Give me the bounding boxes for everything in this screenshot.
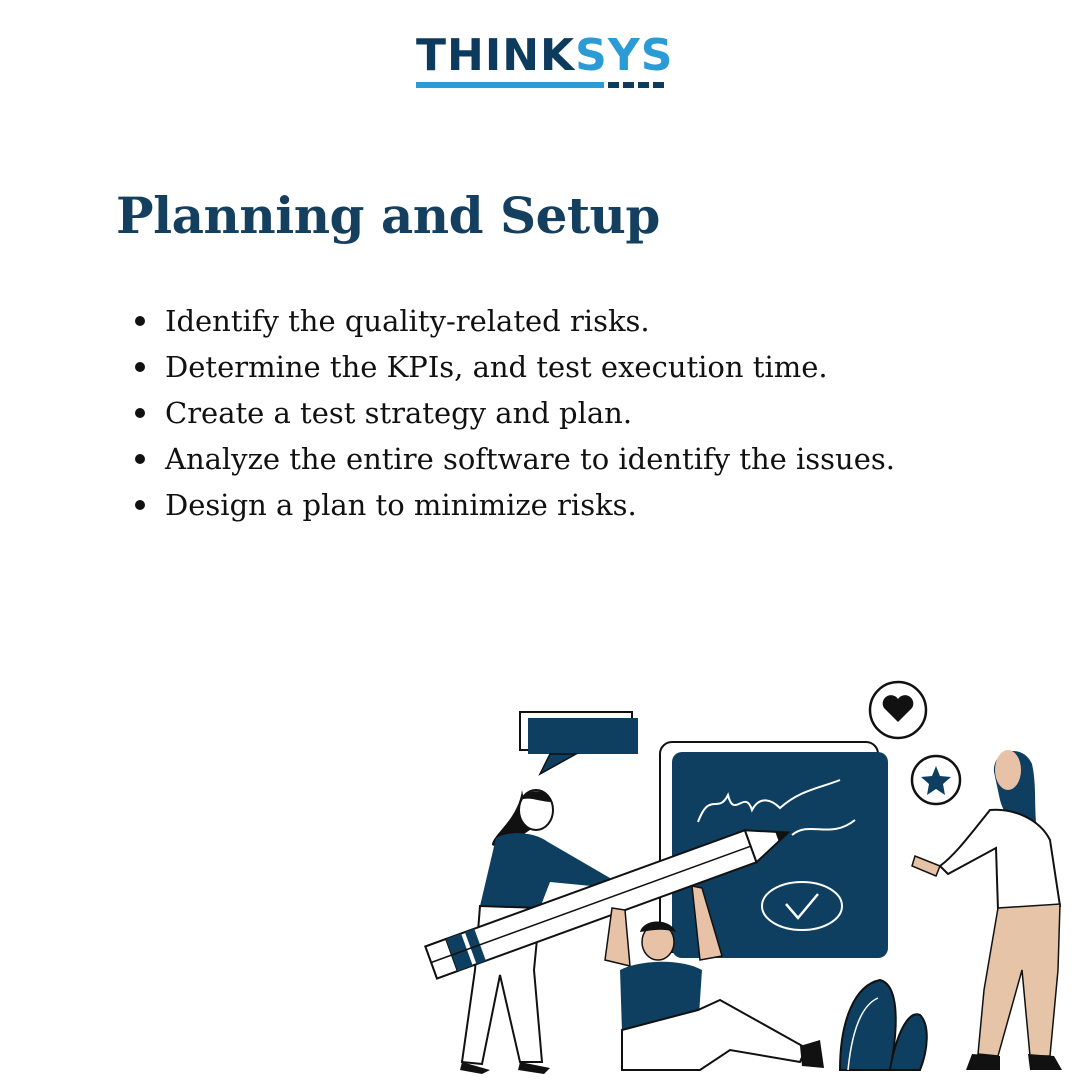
list-item: Analyze the entire software to identify the issues. <box>134 436 895 482</box>
bullet-list <box>134 298 895 528</box>
list-item: Identify the quality-related risks. <box>134 298 895 344</box>
plant <box>840 980 927 1070</box>
logo-wordmark <box>416 30 674 82</box>
page-title: Planning and Setup <box>116 186 660 245</box>
logo-underline-icon <box>416 82 666 88</box>
list-item: Determine the KPIs, and test execution time. <box>134 344 895 390</box>
thinksys-logo <box>416 30 674 92</box>
list-item: Create a test strategy and plan. <box>134 390 895 436</box>
speech-bubble-icon <box>520 712 638 774</box>
logo-sys: SYS <box>575 30 674 81</box>
heart-icon <box>870 682 926 738</box>
list-item: Design a plan to minimize risks. <box>134 482 895 528</box>
team-illustration <box>400 670 1080 1080</box>
logo-think: THINK <box>416 30 576 81</box>
star-icon <box>912 756 960 804</box>
